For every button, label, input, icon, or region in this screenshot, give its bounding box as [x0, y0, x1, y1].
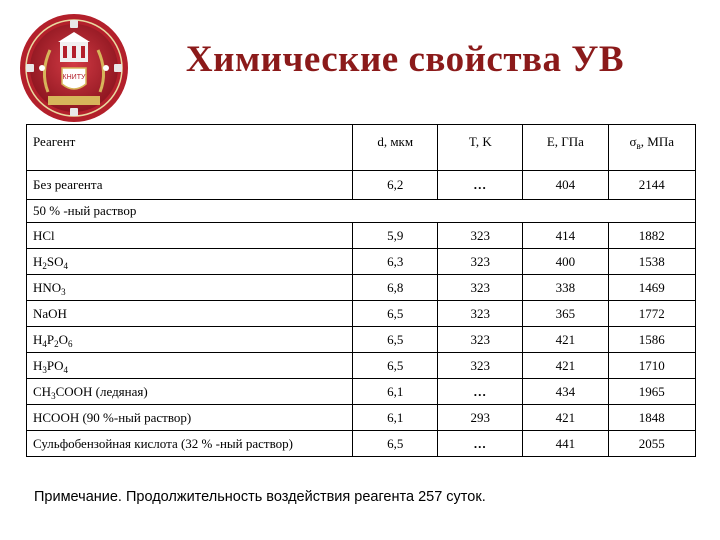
header-strength-symbol: σ [629, 134, 637, 149]
cell-t: … [438, 171, 523, 200]
formula-subscript: 6 [68, 338, 73, 349]
cell-t: 323 [438, 301, 523, 327]
footnote: Примечание. Продолжительность воздействия реагента 257 суток. [34, 489, 486, 505]
cell-reagent [27, 379, 353, 405]
logo-text: КНИТУ [62, 74, 86, 81]
table-row [27, 327, 696, 353]
cell-d: 6,5 [353, 327, 438, 353]
cell-reagent [27, 249, 353, 275]
header-strength-sub: в [636, 141, 641, 151]
header-strength-unit: , МПа [640, 134, 674, 149]
table-body [27, 223, 696, 457]
header-temperature: T, K [438, 125, 523, 171]
cell-t: 323 [438, 327, 523, 353]
formula-subscript: 3 [61, 286, 66, 297]
formula-subscript: 4 [63, 364, 69, 375]
formula-part: H [33, 253, 43, 269]
cell-d: 6,2 [353, 171, 438, 200]
formula-part: COOH (ледяная) [55, 383, 148, 399]
formula-part: Сульфобензойная кислота (32 % -ный раствор) [33, 435, 293, 451]
cell-t: 323 [438, 249, 523, 275]
formula-subscript: 2 [42, 260, 47, 271]
cell-reagent [27, 275, 353, 301]
cell-reagent [27, 223, 353, 249]
university-logo [18, 12, 130, 124]
header-modulus: E, ГПа [523, 125, 608, 171]
cell-s: 1586 [608, 327, 695, 353]
table-row [27, 223, 696, 249]
table-section-row [27, 200, 696, 223]
cell-t: ... [438, 431, 523, 457]
table-row [27, 379, 696, 405]
formula-part: H [33, 331, 43, 347]
formula-part: HCl [33, 227, 55, 243]
section-label: 50 % -ный раствор [27, 200, 696, 223]
table-row [27, 249, 696, 275]
table-row [27, 353, 696, 379]
cell-e: 414 [523, 223, 608, 249]
formula-part: HCOOH (90 %-ный раствор) [33, 409, 192, 425]
cell-reagent [27, 353, 353, 379]
table-row [27, 301, 696, 327]
cell-t: 323 [438, 353, 523, 379]
header-diameter: d, мкм [353, 125, 438, 171]
header-strength [608, 125, 695, 171]
cell-d: 6,3 [353, 249, 438, 275]
formula-part: SO [46, 253, 64, 269]
cell-d: 6,1 [353, 405, 438, 431]
cell-reagent [27, 301, 353, 327]
formula-subscript: 2 [54, 338, 59, 349]
cell-d: 6,1 [353, 379, 438, 405]
cell-reagent [27, 327, 353, 353]
formula-subscript: 3 [51, 390, 56, 401]
cell-e: 400 [523, 249, 608, 275]
cell-e: 338 [523, 275, 608, 301]
cell-e: 441 [523, 431, 608, 457]
cell-t: 323 [438, 223, 523, 249]
formula-subscript: 3 [42, 364, 47, 375]
cell-reagent: Без реагента [27, 171, 353, 200]
cell-s: 2055 [608, 431, 695, 457]
formula-subscript: 4 [42, 338, 47, 349]
cell-s: 1469 [608, 275, 695, 301]
cell-t: 293 [438, 405, 523, 431]
cell-t: … [438, 379, 523, 405]
cell-d: 6,5 [353, 301, 438, 327]
formula-subscript: 4 [63, 260, 69, 271]
cell-reagent [27, 431, 353, 457]
formula-part: NaOH [33, 305, 67, 321]
properties-table [26, 124, 696, 457]
cell-d: 6,5 [353, 431, 438, 457]
header-reagent: Реагент [27, 125, 353, 171]
formula-part: P [46, 331, 55, 347]
cell-e: 421 [523, 405, 608, 431]
cell-s: 1710 [608, 353, 695, 379]
cell-d: 6,5 [353, 353, 438, 379]
cell-s: 1882 [608, 223, 695, 249]
table-row [27, 431, 696, 457]
cell-e: 404 [523, 171, 608, 200]
table-row [27, 275, 696, 301]
cell-s: 1848 [608, 405, 695, 431]
cell-e: 434 [523, 379, 608, 405]
cell-e: 365 [523, 301, 608, 327]
cell-t: 323 [438, 275, 523, 301]
formula-part: H [33, 357, 43, 373]
cell-s: 1772 [608, 301, 695, 327]
table-header-row [27, 125, 696, 171]
table-row-no-reagent [27, 171, 696, 200]
page-title: Химические свойства УВ [185, 39, 625, 80]
cell-d: 5,9 [353, 223, 438, 249]
cell-s: 2144 [608, 171, 695, 200]
formula-part: PO [46, 357, 64, 373]
cell-s: 1538 [608, 249, 695, 275]
cell-s: 1965 [608, 379, 695, 405]
formula-part: CH [33, 383, 52, 399]
formula-part: HNO [33, 279, 62, 295]
cell-reagent [27, 405, 353, 431]
cell-d: 6,8 [353, 275, 438, 301]
cell-e: 421 [523, 327, 608, 353]
table-row [27, 405, 696, 431]
formula-part: O [58, 331, 69, 347]
cell-e: 421 [523, 353, 608, 379]
